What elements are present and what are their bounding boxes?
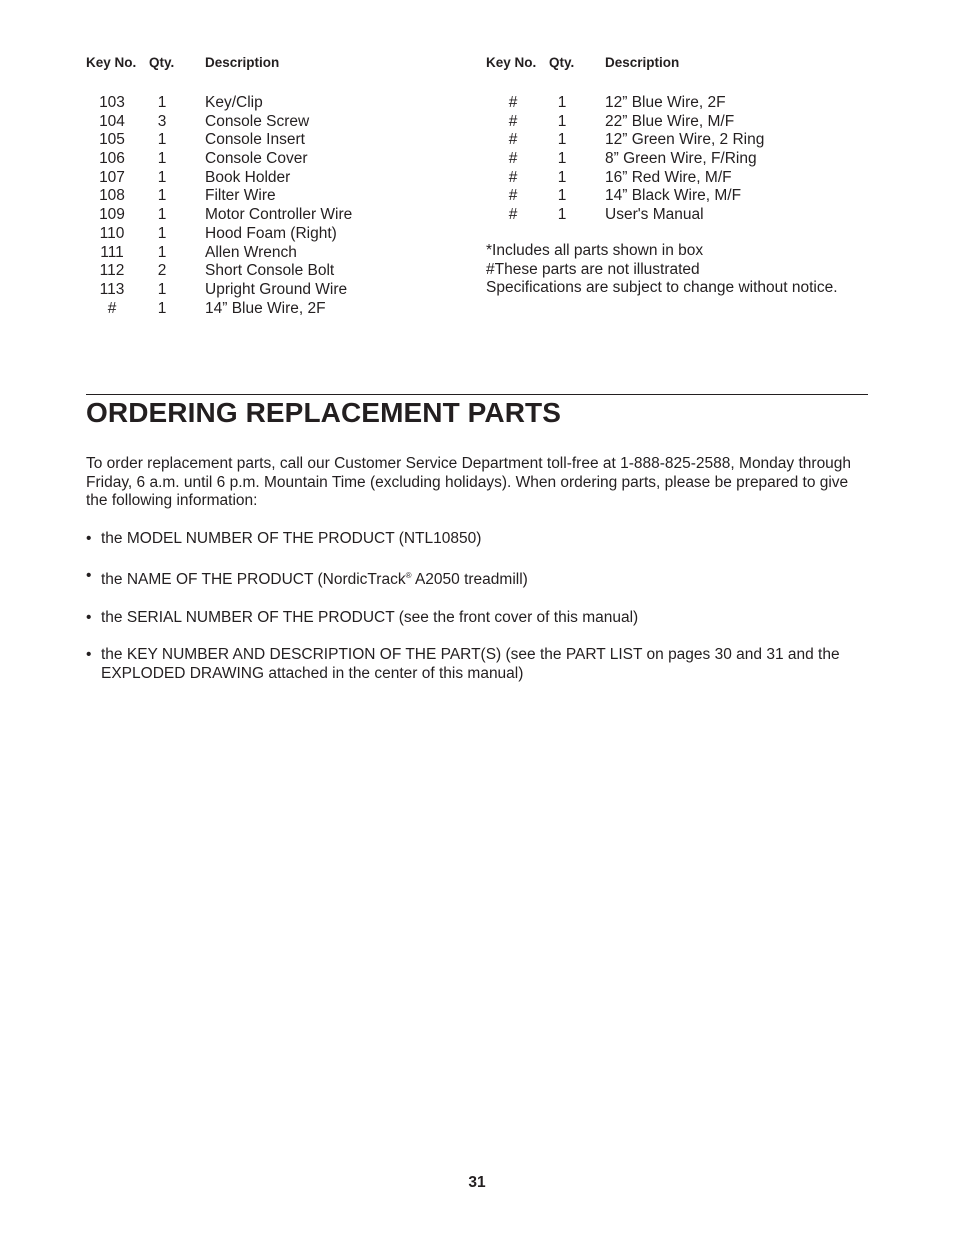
- key-number: #: [107, 299, 117, 317]
- part-description: Book Holder: [205, 168, 291, 186]
- bullet-text: the MODEL NUMBER OF THE PRODUCT (NTL10850): [101, 530, 482, 547]
- description-header: Description: [605, 55, 680, 70]
- quantity: 1: [157, 150, 167, 168]
- key-no-header: Key No.: [86, 55, 137, 70]
- section-divider: [86, 394, 868, 395]
- table-row: [86, 281, 466, 300]
- qty-header: Qty.: [549, 55, 575, 70]
- table-row: [86, 206, 466, 225]
- key-number: 103: [99, 94, 125, 111]
- key-number: #: [508, 150, 518, 168]
- quantity: 1: [157, 206, 167, 224]
- key-number: 113: [99, 280, 125, 298]
- table-row: [486, 206, 886, 225]
- key-number: #: [508, 94, 518, 111]
- list-item: [86, 567, 868, 590]
- quantity: 1: [157, 168, 167, 186]
- table-row: [486, 94, 886, 113]
- key-number: #: [508, 168, 518, 186]
- table-row: [86, 300, 466, 319]
- table-row: [86, 244, 466, 263]
- quantity: 1: [157, 243, 167, 261]
- bullet-icon: •: [86, 608, 92, 626]
- part-description: Motor Controller Wire: [205, 206, 353, 224]
- part-description: 14” Black Wire, M/F: [605, 187, 742, 205]
- quantity: 1: [157, 280, 167, 298]
- parts-notes: [486, 242, 838, 298]
- registered-mark: ®: [405, 571, 412, 581]
- quantity: 1: [157, 224, 167, 242]
- bullet-text: the SERIAL NUMBER OF THE PRODUCT (see the front cover of this manual): [101, 608, 639, 626]
- quantity: 1: [157, 131, 167, 149]
- parts-rows: [486, 94, 886, 225]
- quantity: 1: [557, 131, 567, 149]
- part-description: Filter Wire: [205, 187, 276, 205]
- quantity: 1: [157, 94, 167, 111]
- part-description: Upright Ground Wire: [205, 280, 348, 298]
- ordering-intro: To order replacement parts, call our Customer Service Department toll-free at 1-888-825-2588, Monday through Friday, 6 a.m. until 6 p.m. Mountain Time (excluding holidays). When ordering parts, please be prepared to give the following information:: [86, 455, 852, 510]
- part-description: Key/Clip: [205, 94, 263, 111]
- table-row: [86, 94, 466, 113]
- quantity: 1: [557, 150, 567, 168]
- part-description: Console Insert: [205, 131, 305, 149]
- part-description: Console Cover: [205, 150, 308, 168]
- table-row: [86, 150, 466, 169]
- quantity: 1: [157, 187, 167, 205]
- note-specifications: Specifications are subject to change without notice.: [486, 279, 838, 297]
- quantity: 1: [557, 206, 567, 224]
- quantity: 1: [557, 112, 567, 130]
- key-no-header: Key No.: [486, 55, 537, 70]
- part-description: 12” Blue Wire, 2F: [605, 94, 726, 111]
- table-row: [86, 225, 466, 244]
- table-row: [486, 131, 886, 150]
- key-number: 110: [99, 224, 125, 242]
- key-number: #: [508, 187, 518, 205]
- parts-list-header: [486, 55, 886, 73]
- quantity: 1: [557, 187, 567, 205]
- key-number: 112: [99, 262, 125, 280]
- part-description: 8” Green Wire, F/Ring: [605, 150, 757, 168]
- bullet-text: the KEY NUMBER AND DESCRIPTION OF THE PART(S) (see the PART LIST on pages 30 and 31 and the EXPLODED DRAWING attached in the center of this manual): [101, 646, 840, 682]
- list-item: [86, 609, 868, 628]
- ordering-info-list: [86, 530, 868, 684]
- part-description: 22” Blue Wire, M/F: [605, 112, 735, 130]
- key-number: 105: [99, 131, 125, 149]
- list-item: [86, 530, 868, 549]
- key-number: 108: [99, 187, 125, 205]
- list-item: [86, 646, 868, 683]
- part-description: Allen Wrench: [205, 243, 297, 261]
- quantity: 2: [157, 262, 167, 280]
- key-number: 104: [99, 112, 125, 130]
- bullet-icon: •: [86, 530, 92, 547]
- table-row: [86, 113, 466, 132]
- bullet-text: the NAME OF THE PRODUCT (NordicTrack: [101, 571, 406, 589]
- section-title: ORDERING REPLACEMENT PARTS: [86, 397, 561, 428]
- quantity: 1: [157, 299, 167, 317]
- key-number: 107: [99, 168, 125, 186]
- quantity: 1: [557, 168, 567, 186]
- table-row: [86, 262, 466, 281]
- parts-list-header: [86, 55, 466, 73]
- bullet-icon: •: [86, 646, 92, 664]
- table-row: [486, 150, 886, 169]
- table-row: [486, 113, 886, 132]
- note-not-illustrated: #These parts are not illustrated: [486, 260, 700, 278]
- part-description: Short Console Bolt: [205, 262, 335, 280]
- bullet-text: A2050 treadmill): [411, 571, 528, 589]
- note-includes: *Includes all parts shown in box: [486, 242, 704, 259]
- key-number: #: [508, 112, 518, 130]
- part-description: Hood Foam (Right): [205, 224, 337, 242]
- description-header: Description: [205, 55, 280, 70]
- key-number: 109: [99, 206, 125, 224]
- part-description: Console Screw: [205, 112, 310, 130]
- table-row: [486, 169, 886, 188]
- parts-list-left: [86, 55, 466, 318]
- table-row: [86, 131, 466, 150]
- part-description: 12” Green Wire, 2 Ring: [605, 131, 765, 149]
- parts-rows: [86, 94, 466, 318]
- bullet-icon: •: [86, 567, 92, 585]
- quantity: 1: [557, 94, 567, 111]
- table-row: [486, 187, 886, 206]
- page-number: 31: [468, 1174, 486, 1191]
- qty-header: Qty.: [149, 55, 175, 70]
- part-description: 14” Blue Wire, 2F: [205, 299, 326, 317]
- parts-list-right: [486, 55, 886, 225]
- quantity: 3: [157, 112, 167, 130]
- key-number: #: [508, 131, 518, 149]
- key-number: #: [508, 206, 518, 224]
- key-number: 111: [100, 243, 124, 261]
- part-description: User's Manual: [605, 206, 704, 224]
- key-number: 106: [99, 150, 125, 168]
- table-row: [86, 169, 466, 188]
- table-row: [86, 187, 466, 206]
- part-description: 16” Red Wire, M/F: [605, 168, 732, 186]
